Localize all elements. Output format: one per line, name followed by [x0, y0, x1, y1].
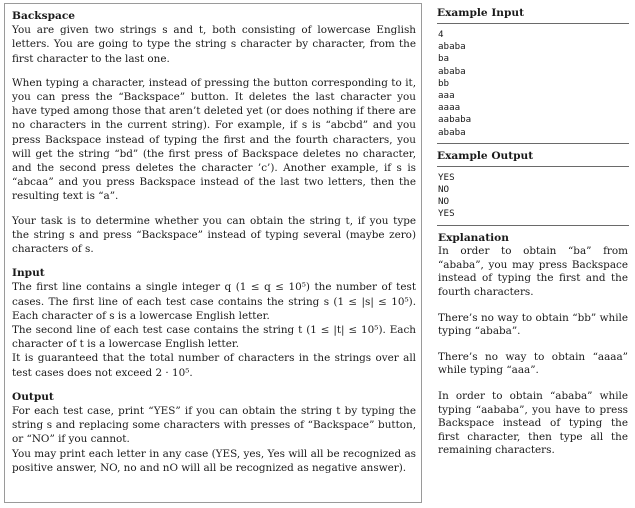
input-line-2: The second line of each test case contains the string t (1 ≤ |t| ≤ 10⁵). Each character of t is a lowercase English letter. [12, 324, 416, 351]
example-input-line: ababa [438, 126, 466, 138]
output-line-2: You may print each letter in any case (YES, yes, Yes will all be recognized as positive answer, NO, no and nO will all be recognized as negative answer). [12, 447, 416, 474]
example-input-block [438, 29, 631, 139]
output-line-1: For each test case, print “YES” if you can obtain the string t by typing the string s and replacing some characters with presses of “Backspace” button, or “NO” if you cannot. [12, 405, 416, 446]
example-input-line: aababa [438, 114, 472, 126]
explanation-paragraph: In order to obtain “ababa” while typing “aababa”, you have to press Backspace instead of typing the first character, then type all the remaining characters. [438, 389, 628, 457]
example-input-line: aaaa [438, 102, 461, 114]
explanation-block [438, 232, 628, 458]
example-output-line: YES [438, 208, 455, 220]
example-output-line: YES [438, 171, 455, 183]
example-input-line: ababa [438, 65, 466, 77]
input-line-3: It is guaranteed that the total number of characters in the strings over all test cases does not exceed 2 · 10⁵. [12, 352, 416, 379]
examples-panel [433, 3, 631, 503]
example-output-end-divider [437, 225, 629, 226]
problem-title: Backspace [12, 10, 76, 22]
example-output-block [438, 172, 631, 221]
example-input-line: bb [438, 77, 450, 89]
statement-paragraph-1: You are given two strings s and t, both consisting of lowercase English letters. You are going to type the string s character by character, from the first character to the last one. [12, 24, 416, 65]
output-section-title: Output [12, 390, 54, 403]
example-input-line: ba [438, 53, 450, 65]
input-line-1: The first line contains a single integer q (1 ≤ q ≤ 10⁵) the number of test cases. The first line of each test case contains the string s (1 ≤ |s| ≤ 10⁵). Each character of s is a lowercase English letter. [12, 281, 416, 322]
example-output-line: NO [438, 184, 450, 196]
example-input-divider [437, 23, 629, 24]
example-input-end-divider [437, 143, 629, 144]
explanation-paragraph: There’s no way to obtain “bb” while typing “ababa”. [438, 311, 628, 338]
statement-paragraph-2: When typing a character, instead of pressing the button corresponding to it, you can press the “Backspace” button. It deletes the last character you have typed among those that aren’t deleted yet (or does nothing if there are no characters in the current string). For example, if s is “abcbd” and you press Backspace instead of typing the first and the fourth characters, you will get the string “bd” (the first press of Backspace deletes no character, and the second press deletes the character ’c’). Another example, if s is “abcaa” and you press Backspace instead of the last two letters, then the resulting text is “a”. [12, 76, 416, 203]
example-input-line: 4 [438, 29, 444, 40]
example-output-title: Example Output [437, 149, 534, 162]
example-input-line: ababa [438, 41, 466, 53]
explanation-title: Explanation [438, 231, 509, 244]
example-input-line: aaa [438, 90, 455, 102]
statement-paragraph-3: Your task is to determine whether you can obtain the string t, if you type the string s and press “Backspace” instead of typing several (maybe zero) characters of s. [12, 214, 416, 256]
example-input-title: Example Input [437, 7, 524, 19]
example-output-divider [437, 166, 629, 167]
explanation-paragraph: In order to obtain “ba” from “ababa”, you may press Backspace instead of typing the first and the fourth characters. [438, 245, 628, 299]
example-output-line: NO [438, 196, 450, 208]
explanation-paragraph: There’s no way to obtain “aaaa” while typing “aaa”. [438, 350, 628, 377]
problem-statement-panel [4, 3, 422, 503]
input-section-title: Input [12, 267, 45, 280]
